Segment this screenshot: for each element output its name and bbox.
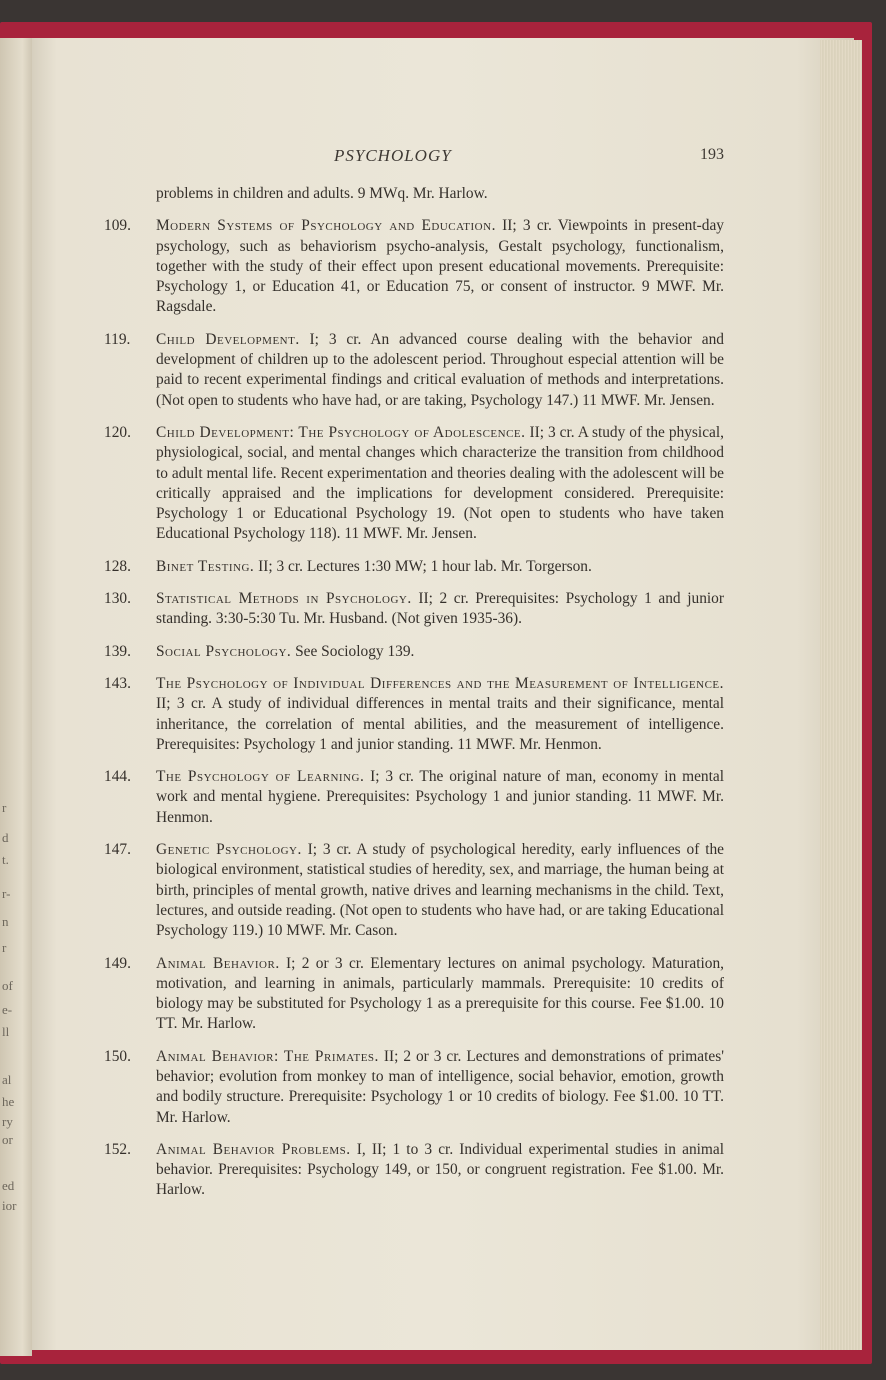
course-description: I; 3 cr. A study of psychological heredity, early influences of the biological environment, statistical studies of heredity, sex, and marriage, the human being at birth, principles of mental growth, native drives and learning mechanisms in the child. Text, lectures, and outside reading. (Not open to students who have had, or are taking Educational Psychology 119.) 10 MWF. Mr. Cason.	[156, 841, 725, 940]
course-description: I; 3 cr. The original nature of man, economy in mental work and mental hygiene. Prerequisites: Psychology 1 and junior standing. 11 MWF. Mr. Henmon.	[156, 768, 724, 826]
course-title: Social Psychology.	[156, 642, 292, 660]
facing-page-fragment: or	[2, 1132, 13, 1147]
course-description: II; 2 or 3 cr. Lectures and demonstrations of primates' behavior; evolution from monkey to man of intelligence, social behavior, emotion, growth and bodily structure. Prerequisite: Psychology 1 or 10 credits of biology. Fee $1.00. 10 TT. Mr. Harlow.	[156, 1047, 724, 1126]
course-description: I; 2 or 3 cr. Elementary lectures on animal psychology. Maturation, motivation, and learning in animals, particularly mammals. Prerequisite: 10 credits of biology may be substituted for Psychology 1 as a prerequisite for this course. Fee $1.00. 10 TT. Mr. Harlow.	[156, 954, 724, 1033]
facing-page-fragment: ll	[2, 1024, 10, 1039]
course-title: Modern Systems of Psychology and Education.	[156, 217, 496, 235]
facing-page-fragment: r	[2, 940, 7, 955]
facing-page-fragment: ed	[2, 1178, 15, 1193]
course-entry	[96, 423, 724, 545]
course-number: 147.	[104, 841, 131, 859]
course-title: Statistical Methods in Psychology.	[156, 590, 412, 608]
course-entry	[96, 589, 724, 630]
course-entry	[96, 674, 724, 755]
course-title: Animal Behavior: The Primates.	[156, 1047, 379, 1065]
page-number: 193	[700, 146, 724, 163]
course-entry	[96, 954, 724, 1035]
page-content	[96, 184, 724, 1213]
course-number: 109.	[104, 217, 131, 235]
facing-page-edge	[0, 38, 32, 1356]
course-title: Binet Testing.	[156, 557, 255, 575]
course-title: The Psychology of Individual Differences and the Measurement of Intelligence.	[156, 674, 724, 692]
course-description: II; 2 cr. Prerequisites: Psychology 1 and junior standing. 3:30-5:30 Tu. Mr. Husband. (Not given 1935-36).	[156, 590, 724, 628]
course-entry	[96, 330, 724, 411]
running-head: PSYCHOLOGY	[334, 146, 452, 165]
course-entry	[96, 1140, 724, 1201]
facing-page-fragment: he	[2, 1094, 15, 1109]
course-number: 143.	[104, 674, 131, 692]
course-number: 128.	[104, 557, 131, 575]
continued-paragraph: problems in children and adults. 9 MWq. Mr. Harlow.	[156, 185, 488, 202]
course-number: 149.	[104, 954, 131, 972]
course-number: 144.	[104, 768, 131, 786]
course-number: 119.	[104, 330, 131, 348]
course-title: Animal Behavior Problems.	[156, 1140, 351, 1158]
course-entry	[96, 767, 724, 828]
facing-page-fragment: ry	[2, 1114, 13, 1129]
course-entry	[96, 216, 724, 317]
facing-page-fragment: r-	[2, 886, 11, 901]
course-number: 150.	[104, 1047, 131, 1065]
page-block-edges	[820, 40, 862, 1350]
course-number: 130.	[104, 590, 131, 608]
course-entry	[96, 1047, 724, 1128]
course-entry	[96, 642, 724, 662]
facing-page-fragment: r	[2, 800, 7, 815]
course-description: II; 3 cr. Viewpoints in present-day psychology, such as behaviorism psycho-analysis, Gestalt psychology, functionalism, together with the study of their effect upon present educational movements. Prerequisite: Psychology 1, or Education 41, or Education 75, or consent of instructor. 9 MWF. Mr. Ragsdale.	[156, 217, 724, 316]
course-title: Child Development: The Psychology of Adolescence.	[156, 423, 526, 441]
course-number: 152.	[104, 1140, 131, 1158]
facing-page-fragment: d	[2, 830, 9, 845]
course-description: I, II; 1 to 3 cr. Individual experimental studies in animal behavior. Prerequisites: Psychology 149, or 150, or congruent registration. Fee $1.00. Mr. Harlow.	[156, 1140, 724, 1199]
course-number: 139.	[104, 642, 131, 660]
course-title: Animal Behavior.	[156, 954, 280, 972]
facing-page-fragment: al	[2, 1072, 12, 1087]
course-list	[96, 216, 724, 1200]
course-title: The Psychology of Learning.	[156, 768, 365, 786]
facing-page-fragment: t.	[2, 852, 9, 867]
course-entry	[96, 840, 724, 941]
course-description: II; 3 cr. A study of individual differences in mental traits and their significance, mental inheritance, the correlation of mental abilities, and the measurement of intelligence. Prerequisites: Psychology 1 and junior standing. 11 MWF. Mr. Henmon.	[156, 695, 724, 753]
course-number: 120.	[104, 423, 131, 441]
facing-page-fragment: of	[2, 978, 13, 993]
course-description: See Sociology 139.	[291, 642, 415, 660]
course-description: I; 3 cr. An advanced course dealing with the behavior and development of children up to the adolescent period. Throughout especial attention will be paid to recent experimental findings and critical evaluation of methods and interpretations. (Not open to students who have had, or are taking, Psychology 147.) 11 MWF. Mr. Jensen.	[156, 330, 724, 409]
course-description: II; 3 cr. A study of the physical, physiological, social, and mental changes which characterize the transition from childhood to adult mental life. Recent experimentation and theories dealing with the adolescent will be critically appraised and the implications for development considered. Prerequisite: Psychology 1 or Educational Psychology 19. (Not open to students who have taken Educational Psychology 118). 11 MWF. Mr. Jensen.	[156, 423, 724, 543]
facing-page-fragment: n	[2, 914, 9, 929]
facing-page-fragment: e-	[2, 1002, 13, 1017]
course-title: Genetic Psychology.	[156, 841, 302, 859]
facing-page-fragment: ior	[2, 1198, 17, 1213]
course-description: II; 3 cr. Lectures 1:30 MW; 1 hour lab. Mr. Torgerson.	[254, 557, 592, 575]
course-entry	[96, 557, 724, 577]
course-title: Child Development.	[156, 330, 300, 348]
